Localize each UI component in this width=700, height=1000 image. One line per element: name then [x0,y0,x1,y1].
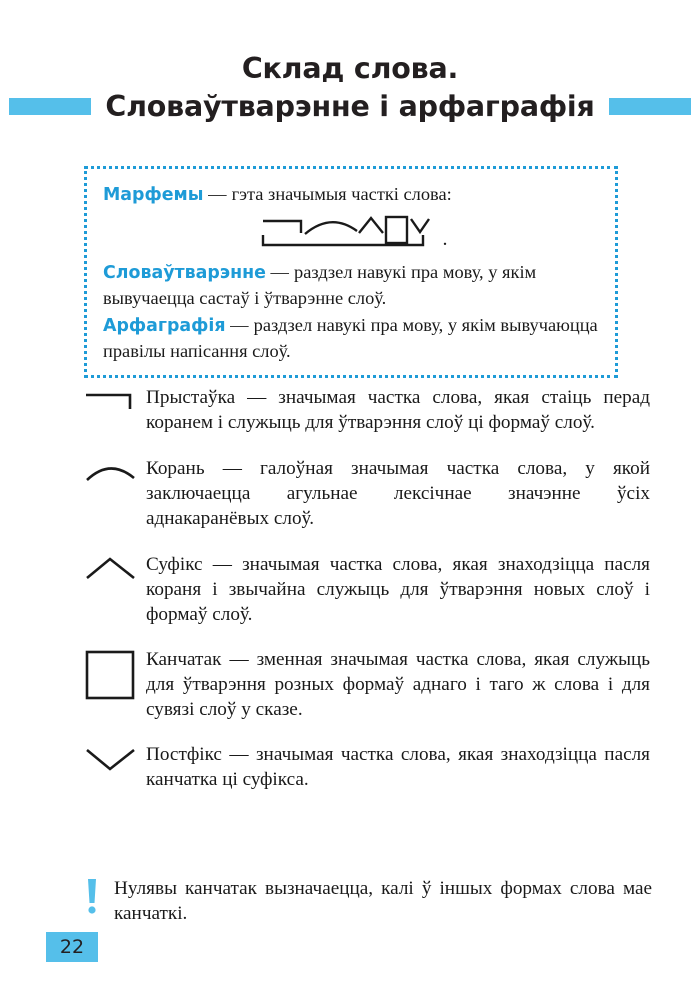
definition-text-word-formation: раздзел навукі пра мову, у якім вывучаецца састаў і ўтварэнне слоў. [103,262,537,308]
list-item-ending-text [146,647,664,723]
morpheme-scheme [103,209,599,251]
list-item-root-text [146,456,664,532]
page-number-badge: 22 [46,932,98,962]
list-item-prefix [84,385,664,436]
exclamation-icon [84,876,114,922]
root-icon [84,456,146,484]
prefix-icon [84,385,146,413]
scheme-period: . [442,228,448,251]
morpheme-description-ending: зменная значымая частка слова, якая служыць для ўтварэння розных формаў аднаго і таго ж слова і для сувязі слоў у сказе. [146,648,650,721]
title-accent-bar-right [609,98,691,115]
definition-text-orthography: раздзел навукі пра мову, у якім вывучаюцца правілы напісання слоў. [103,315,598,361]
morpheme-description-prefix: значымая частка слова, якая стаіць перад коранем і служыць для ўтварэння слоў ці формаў слоў. [146,387,650,434]
postfix-icon [84,742,146,772]
list-item-postfix-text [146,742,664,793]
ending-icon [84,647,146,701]
definition-dash: — [270,262,290,283]
definition-entry-orthography [103,313,599,364]
morpheme-name-suffix: Суфікс [146,553,203,575]
morpheme-description-postfix: значымая частка слова, якая знаходзіцца пасля канчатка ці суфікса. [146,743,651,791]
morpheme-name-root: Корань [146,457,205,479]
morpheme-dash: — [229,648,249,670]
note-text: Нулявы канчатак вызначаецца, калі ў іншых формах слова мае канчаткі. [114,878,652,925]
definition-term-orthography: Арфаграфія [103,316,226,337]
list-item-suffix-text [146,552,664,628]
list-item-prefix-text [146,385,664,436]
definition-term-morphemes: Марфемы [103,185,204,205]
morpheme-dash: — [229,743,249,765]
definition-dash: — [230,315,250,336]
page-title-line-2: Словаўтварэнне і арфаграфія [105,89,595,123]
note-callout [84,876,664,927]
definition-entry-word-formation [103,260,599,311]
definition-entry-morphemes [103,182,599,207]
morpheme-dash: — [247,387,267,408]
morpheme-description-root: галоўная значымая частка слова, у якой заключаецца агульнае лексічнае значэнне ўсіх аднакаранёвых слоў. [146,457,650,530]
page-title-line-2-row [0,90,700,123]
definition-term-word-formation: Словаўтварэнне [103,263,266,284]
morpheme-dash: — [212,553,232,575]
list-item-ending [84,647,664,723]
morpheme-list [84,385,664,792]
morpheme-description-suffix: значымая частка слова, якая знаходзіцца пасля кораня і звычайна служыць для ўтварэння новых слоў і формаў слоў. [146,553,650,626]
list-item-suffix [84,552,664,628]
morpheme-dash: — [222,457,242,479]
list-item-postfix [84,742,664,793]
morpheme-name-postfix: Постфікс [146,743,222,765]
morpheme-scheme-svg [255,209,441,251]
suffix-icon [84,552,146,582]
page-title-line-1: Склад слова. [241,52,459,85]
page-title [0,0,700,123]
definition-text-morphemes: гэта значымыя часткі слова: [231,184,452,204]
morpheme-name-prefix: Прыстаўка [146,387,236,408]
list-item-root [84,456,664,532]
morpheme-name-ending: Канчатак [146,648,222,670]
title-accent-bar-left [9,98,91,115]
definition-dash: — [208,184,227,204]
definition-box [84,166,618,378]
